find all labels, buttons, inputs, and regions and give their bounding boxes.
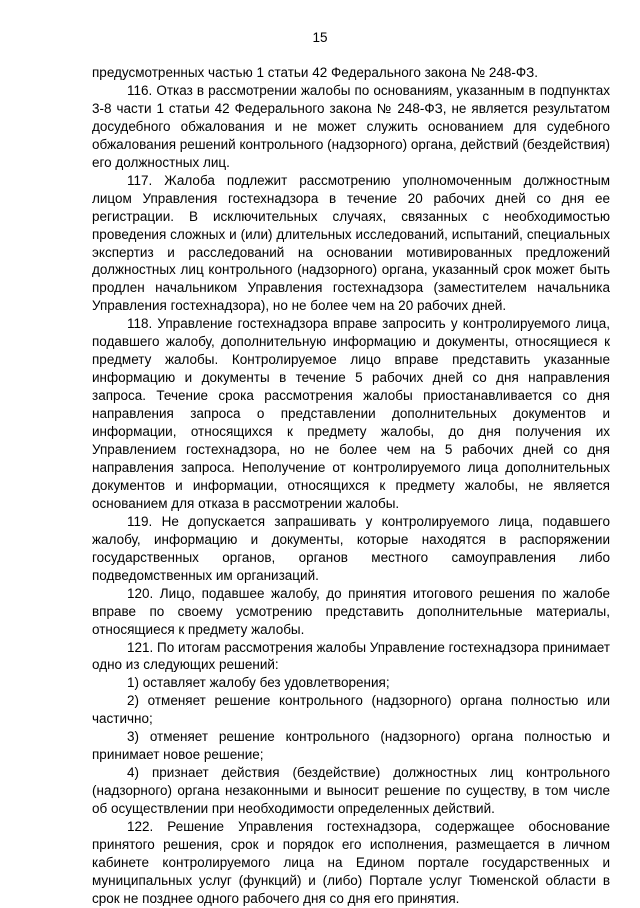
page-number: 15 [312, 30, 328, 45]
paragraph-118: 118. Управление гостехнадзора вправе запросить у контролируемого лица, подавшего жалобу, дополнительную информацию и документы, относящиеся к предмету жалобы. Контролируемое лицо вправе представить указанные информацию и документы в течение 5 рабочих дней со дня направления запроса. Течение срока рассмотрения жалобы приостанавливается со дня направления запроса о представлении дополнительных документов и информации, относящихся к предмету жалобы, до дня получения их Управлением гостехнадзора, но не более чем на 5 рабочих дней со дня направления запроса. Неполучение от контролируемого лица дополнительных документов и информации, относящихся к предмету жалобы, не является основанием для отказа в рассмотрении жалобы. [92, 316, 610, 511]
list-item-121-1: 1) оставляет жалобу без удовлетворения; [127, 675, 390, 691]
list-item-121-4: 4) признает действия (бездействие) должностных лиц контрольного (надзорного) органа незаконными и выносит решение по существу, в том числе об осуществлении при необходимости определенных действий. [92, 765, 610, 817]
document-body [92, 64, 610, 908]
paragraph-120: 120. Лицо, подавшее жалобу, до принятия итогового решения по жалобе вправе по своему усмотрению представить дополнительные материалы, относящиеся к предмету жалобы. [92, 585, 610, 637]
paragraph-116: 116. Отказ в рассмотрении жалобы по основаниям, указанным в подпунктах 3-8 части 1 статьи 42 Федерального закона № 248-ФЗ, не является результатом досудебного обжалования и не может служить основанием для судебного обжалования решений контрольного (надзорного) органа, действий (бездействия) его должностных лиц. [92, 82, 610, 170]
paragraph-121: 121. По итогам рассмотрения жалобы Управление гостехнадзора принимает одно из следующих решений: [92, 639, 610, 673]
list-item-121-2: 2) отменяет решение контрольного (надзорного) органа полностью или частично; [92, 693, 610, 727]
list-item-121-3: 3) отменяет решение контрольного (надзорного) органа полностью и принимает новое решение; [92, 729, 610, 763]
paragraph-122: 122. Решение Управления гостехнадзора, содержащее обоснование принятого решения, срок и порядок его исполнения, размещается в личном кабинете контролируемого лица на Едином портале государственных и муниципальных услуг (функций) и (либо) Портале услуг Тюменской области в срок не позднее одного рабочего дня со дня его принятия. [92, 819, 610, 906]
paragraph-117: 117. Жалоба подлежит рассмотрению уполномоченным должностным лицом Управления гостехнадзора в течение 20 рабочих дней со дня ее регистрации. В исключительных случаях, связанных с необходимостью проведения сложных и (или) длительных исследований, испытаний, специальных экспертиз и расследований на основании мотивированных предложений должностных лиц контрольного (надзорного) органа, указанный срок может быть продлен начальником Управления гостехнадзора (заместителем начальника Управления гостехнадзора), но не более чем на 20 рабочих дней. [92, 172, 610, 314]
paragraph-continuation: предусмотренных частью 1 статьи 42 Федерального закона № 248-ФЗ. [92, 65, 539, 80]
paragraph-119: 119. Не допускается запрашивать у контролируемого лица, подавшего жалобу, информацию и документы, которые находятся в распоряжении государственных органов, органов местного самоуправления либо подведомственных им организаций. [92, 513, 610, 583]
